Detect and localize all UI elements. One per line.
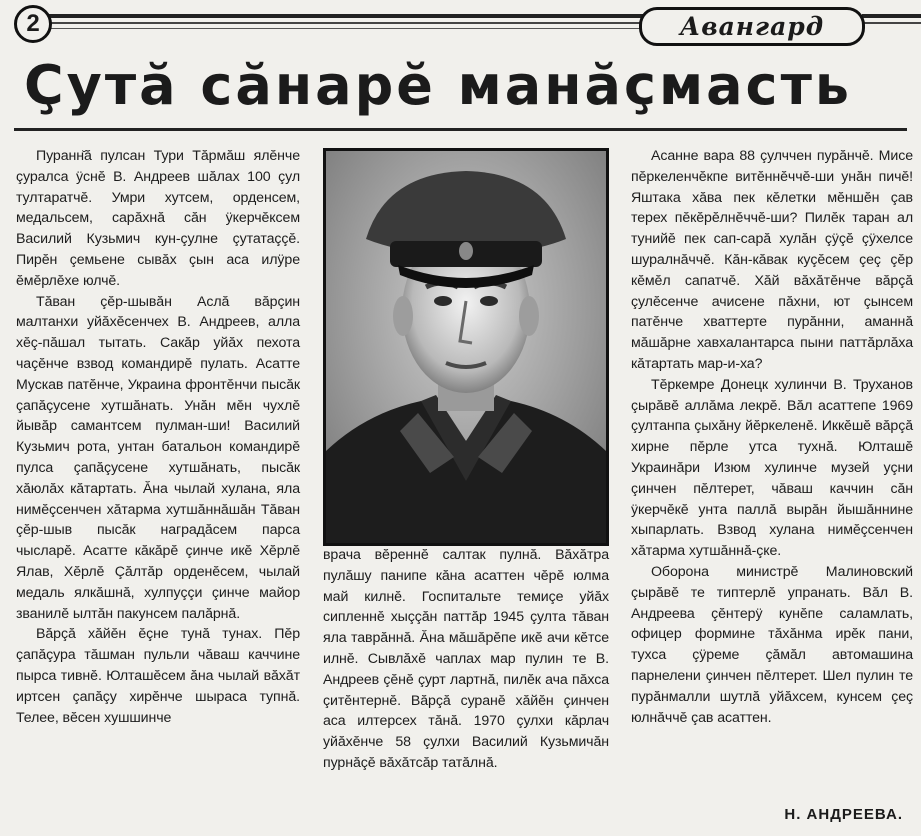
paragraph: Асанне вара 88 çулччен пурăнчĕ. Мисе пĕркеленчĕкпе витĕннĕччĕ-ши унăн пичĕ! Яштака хăва пек кĕлетки мĕншĕн çав терех пĕкĕрĕлнĕччĕ-ши? Пилĕк таран ал тунийĕ пек сап-сарă хулăн çÿçĕ çÿхелсе шуралнăччĕ. Кăн-кăвак куçĕсем çеç çĕр кĕмĕл сапатчĕ. Хăй вăхăтĕнче вăрçă çулĕсенче ачисене пăхни, ют çынсем патĕнче хваттерте пурăнни, аманнă мăшăрне хавхалантарса пыни паттăрлăха кăтартать мар-и-ха? xyxy=(631,148,913,372)
article-column-1 xyxy=(16,146,300,728)
paragraph: Вăрçă хăйĕн ĕçне тунă тунах. Пĕр çапăçура тăшман пульли чăваш каччине пырса тивнĕ. Юлташĕсем ăна чылай вăхăт иртсен çапăçу хирĕнче шыраса тупнă. Телее, вĕсен хушшинче xyxy=(16,626,300,726)
header-rule xyxy=(862,14,921,18)
paragraph: Тăван çĕр-шывăн Аслă вăрçин малтанхи уйăхĕсенчех В. Андреев, алла хĕç-пăшал тытать. Сакăр уйăх пехота чаçĕнче взвод командирĕ пулать. Асатте Мускав патĕнче, Украина фронтĕнчи пысăк çапăçусене хутшăнать. Унăн мĕн чухлĕ йывăр самантсем пулман-ши! Василий Кузьмич рота, унтан батальон командирĕ пулса çапăçусене хутшăнать, пысăк хăюлăх кăтартать. Ăна чылай хулана, яла нимĕçсенчен хăтарма хутшăннăшăн Тăван çĕр-шыв пысăк наградăсем парса чысларĕ. Асатте кăкăрĕ çинче икĕ Хĕрлĕ Ялав, Хĕрлĕ Çăлтăр орденĕсем, чылай медаль ялкăшнă, хулпуççи çинче майор званилĕ ылтăн пакунсем палăрнă. xyxy=(16,293,300,622)
headline-rule xyxy=(14,128,907,131)
paragraph: Тĕркемре Донецк хулинчи В. Труханов çырăвĕ аллăма лекрĕ. Вăл асаттепе 1969 çултанпа çыхăну йĕркеленĕ. Иккĕшĕ вăрçă хирне пĕрле утса тухнă. Юлташĕ Украинăри Изюм хулинче музей уçни çинчен пĕлтерет, чăваш каччин сăн ÿкерчĕкĕ унта паллă вырăн йышăннине хыпарлать. Взвод хулана нимĕçсенчен хăтарма хутшăннă-çке. xyxy=(631,376,913,560)
header-rule xyxy=(862,22,921,24)
paragraph: Оборона министрĕ Малиновский çырăвĕ те типтерлĕ упранать. Вăл В. Андреева çĕнтерÿ кунĕпе саламлать, офицер формине тăхăнма ирĕк пани, тухса çÿреме çăмăл автомашина парнелени çинчен пĕлтерет. Шел пулин те пурăнмалли шутлă уйăхсем, кунсем çеç юлнăччĕ çав асаттен. xyxy=(631,563,913,726)
article-headline: Çутă сăнарĕ манăçмасть xyxy=(24,54,853,117)
paragraph: Пуранн̆ă пулсан Тури Тăрмăш ялĕнче çуралса ÿснĕ В. Андреев шăлах 100 çул тултаратчĕ. Умри хутсем, орденсем, медальсем, сарăхнă сăн ÿкерчĕксем Василий Кузьмич кун-çулне çутатаççĕ. Пирĕн çемьене сывăх çын аса илÿре ĕмĕрлĕхе юлчĕ. xyxy=(16,148,300,289)
paragraph: врача вĕреннĕ салтак пулнă. Вăхăтра пулăшу панипе кăна асаттен чĕрĕ юлма май килнĕ. Госпитальте темиçе уйăх сипленнĕ хыççăн паттăр 1945 çулта тăван яла таврăннă. Ăна мăшăрĕпе икĕ ачи кĕтсе илнĕ. Сывлăхĕ чаплах мар пулин те В. Андреев çĕнĕ çурт лартнă, пилĕк ача пăхса çитĕнтернĕ. Вăрçă суранĕ хăйĕн çинчен аса илтерсех тăнă. 1970 çулхи кăрлач уйăхĕнче 58 çулхи Василий Кузьмичăн пурнăçĕ вăхăтсăр татăлнă. xyxy=(323,547,609,771)
portrait-photo-icon xyxy=(326,151,606,543)
article-column-3 xyxy=(631,146,913,728)
author-signature: Н. АНДРЕЕВА. xyxy=(784,806,903,823)
portrait-photo xyxy=(323,148,609,546)
article-column-2 xyxy=(323,545,609,774)
page-number: 2 xyxy=(14,5,52,43)
newspaper-masthead: Авангард xyxy=(639,7,865,46)
